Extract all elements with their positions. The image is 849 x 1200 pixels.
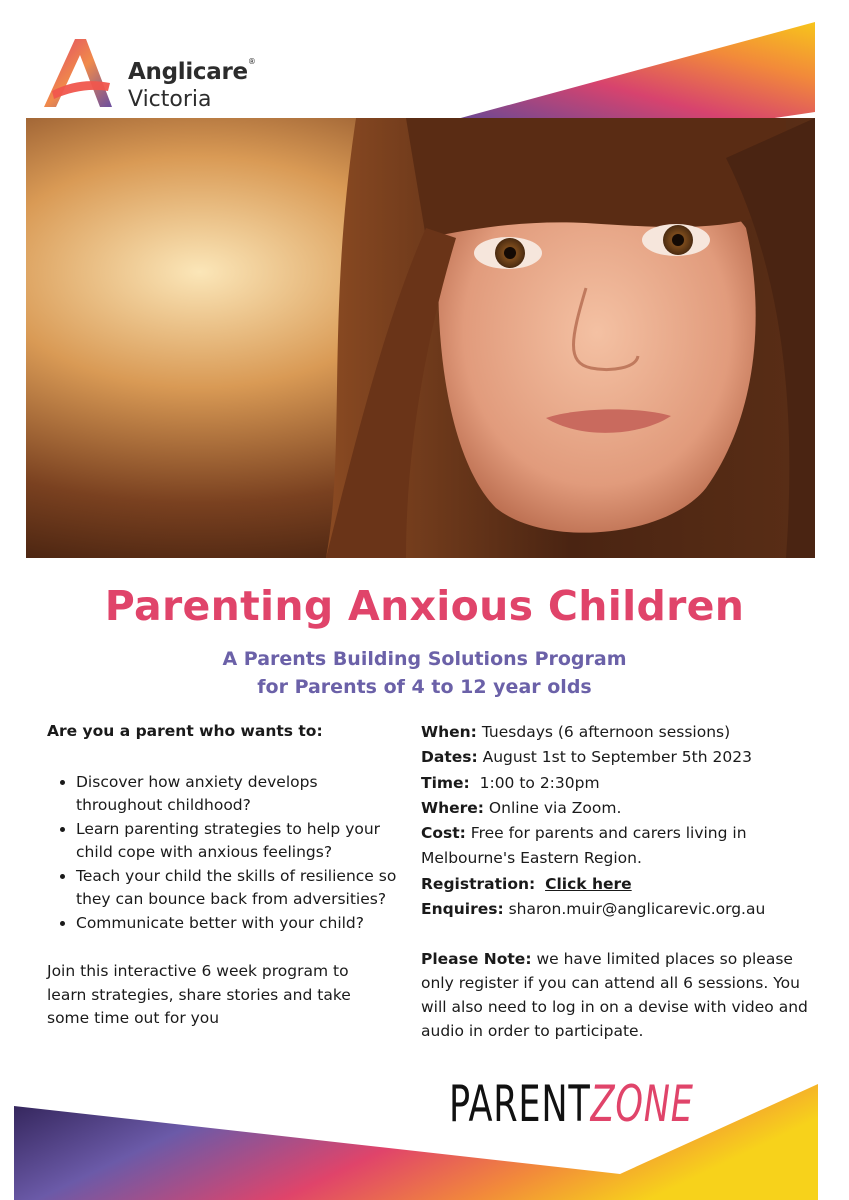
registration-row <box>421 872 831 897</box>
where-label: Where: <box>421 798 484 817</box>
program-subtitle: A Parents Building Solutions Program <box>222 648 627 670</box>
note-label: Please Note: <box>421 950 532 969</box>
age-subtitle: for Parents of 4 to 12 year olds <box>257 676 592 698</box>
list-item: • Discover how anxiety develops throughout childhood? <box>76 771 407 818</box>
when-label: When: <box>421 723 477 741</box>
please-note <box>421 947 821 1043</box>
brand-part2: ZONE <box>590 1075 694 1133</box>
list-item: • Teach your child the skills of resilience so they can bounce back from adversities? <box>76 865 407 912</box>
hero-photo <box>26 118 815 558</box>
time-label: Time: <box>421 773 470 792</box>
enquires-label: Enquires: <box>421 900 504 919</box>
anglicare-a-icon <box>42 35 116 111</box>
brand-part1: PARENT <box>449 1075 591 1133</box>
note-text: we have limited places so please only register if you can attend all 6 sessions. You will also need to log in on a devise with video and audio in order to participate. <box>421 950 808 1041</box>
list-item: • Communicate better with your child? <box>76 912 407 936</box>
logo-name-line1: Anglicare <box>128 59 248 85</box>
logo-name-line2: Victoria <box>128 87 212 112</box>
benefits-list <box>47 771 407 936</box>
details-column <box>421 720 831 1043</box>
dates-value: August 1st to September 5th 2023 <box>477 748 752 767</box>
registration-label: Registration: <box>421 874 536 893</box>
list-item: • Learn parenting strategies to help your child cope with anxious feelings? <box>76 818 407 865</box>
time-value: 1:00 to 2:30pm <box>469 773 600 792</box>
left-column <box>47 720 407 1046</box>
cost-row <box>421 821 791 872</box>
time-row <box>421 771 831 796</box>
trademark-symbol: ® <box>247 57 256 66</box>
page-title: Parenting Anxious Children <box>104 582 745 630</box>
enquires-email: sharon.muir@anglicarevic.org.au <box>503 900 766 919</box>
when-row <box>421 720 831 745</box>
parentzone-logo <box>449 1076 694 1132</box>
dates-row <box>421 745 831 770</box>
bottom-gradient-banner <box>0 1070 849 1200</box>
dates-label: Dates: <box>421 748 478 767</box>
enquires-row <box>421 897 831 922</box>
cost-label: Cost: <box>421 824 466 843</box>
cost-value: Free for parents and carers living in Melbourne's Eastern Region. <box>421 824 747 868</box>
when-value: Tuesdays (6 afternoon sessions) <box>476 723 731 741</box>
anglicare-logo <box>42 35 272 115</box>
where-row <box>421 796 831 821</box>
registration-link[interactable]: Click here <box>545 874 632 893</box>
intro-question: Are you a parent who wants to: <box>47 722 323 740</box>
girl-portrait-image <box>26 118 815 558</box>
join-paragraph: Join this interactive 6 week program to learn strategies, share stories and take some time out for you <box>47 962 351 1027</box>
where-value: Online via Zoom. <box>484 798 622 817</box>
